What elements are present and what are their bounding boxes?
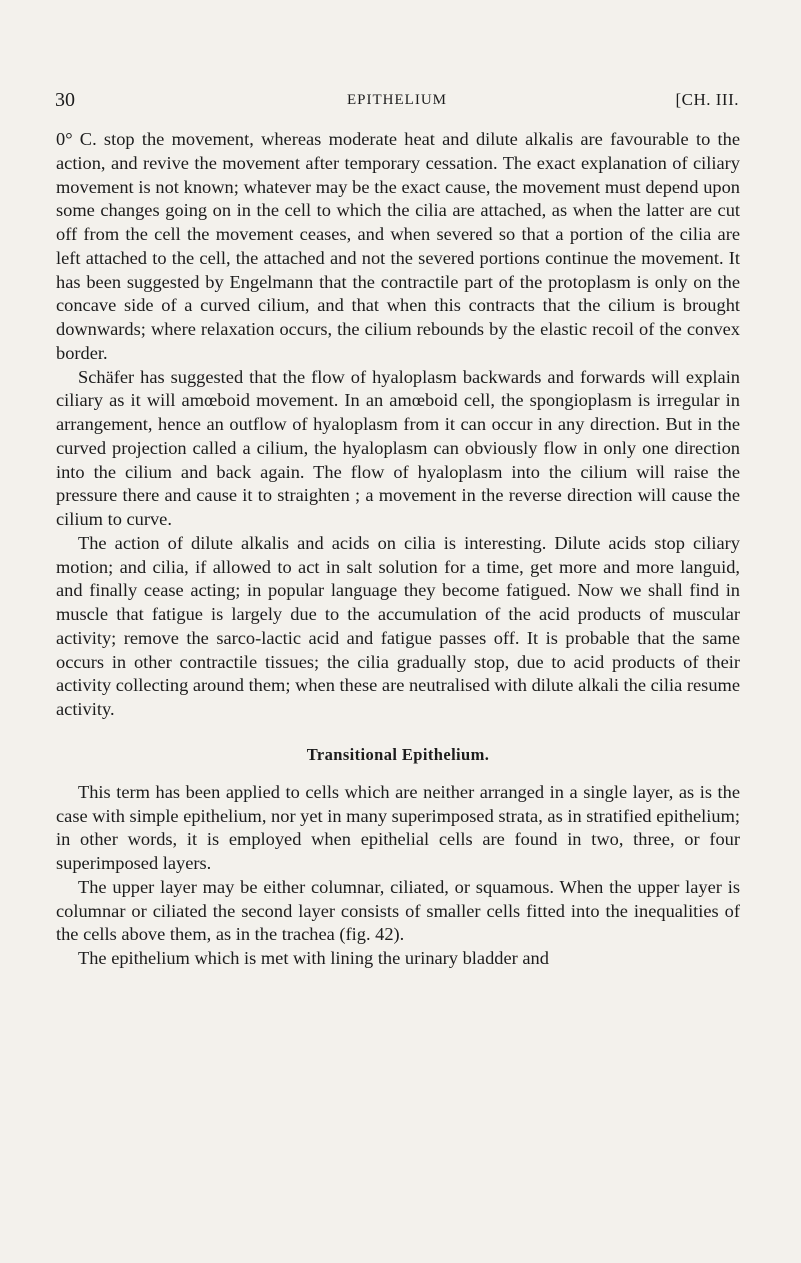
paragraph: The epithelium which is met with lining the urinary bladder and	[78, 948, 549, 968]
running-header	[55, 88, 739, 112]
running-title: EPITHELIUM	[347, 92, 447, 108]
paragraph: The action of dilute alkalis and acids on cilia is interesting. Dilute acids stop ciliary motion; and cilia, if allowed to act in salt solution for a time, get more and more languid, and finally cease acting; in popular language they become fatigued. Now we shall find in muscle that fatigue is largely due to the accumulation of the acid products of muscular activity; remove the sarco-lactic acid and fatigue passes off. It is probable that the same occurs in other contractile tissues; the cilia gradually stop, due to acid products of their activity collecting around them; when these are neutralised with dilute alkali the cilia resume activity.	[56, 532, 740, 719]
paragraph: Schäfer has suggested that the flow of hyaloplasm backwards and forwards will explain ciliary as it will amœboid movement. In an amœboid cell, the spongioplasm is irregular in arrangement, hence an outflow of hyaloplasm from it can occur in any direction. But in the curved projection called a cilium, the hyaloplasm can obviously flow in only one direction into the cilium and back again. The flow of hyaloplasm into the cilium will raise the pressure there and cause it to straighten ; a movement in the reverse direction will cause the cilium to curve.	[56, 366, 740, 529]
paragraph: This term has been applied to cells which are neither arranged in a single layer, as is the case with simple epithelium, nor yet in many superimposed strata, as in stratified epithelium; in other words, it is employed when epithelial cells are found in two, three, or four superimposed layers.	[56, 781, 740, 873]
body-text	[56, 128, 740, 971]
paragraph: The upper layer may be either columnar, ciliated, or squamous. When the upper layer is columnar or ciliated the second layer consists of smaller cells fitted into the inequalities of the cells above them, as in the trachea (fig. 42).	[56, 876, 740, 945]
paragraph: 0° C. stop the movement, whereas moderate heat and dilute alkalis are favourable to the action, and revive the movement after temporary cessation. The exact explanation of ciliary movement is not known; whatever may be the exact cause, the movement must depend upon some changes going on in the cell to which the cilia are attached, as when the latter are cut off from the cell the movement ceases, and when severed so that a portion of the cilia are left attached to the cell, the attached and not the severed portions continue the movement. It has been suggested by Engelmann that the contractile part of the protoplasm is only on the concave side of a curved cilium, and that when this contracts that the cilium is brought downwards; where relaxation occurs, the cilium rebounds by the elastic recoil of the convex border.	[56, 129, 740, 363]
page-number: 30	[55, 89, 75, 111]
section-heading: Transitional Epithelium.	[306, 744, 490, 764]
chapter-marker: [CH. III.	[675, 90, 739, 109]
